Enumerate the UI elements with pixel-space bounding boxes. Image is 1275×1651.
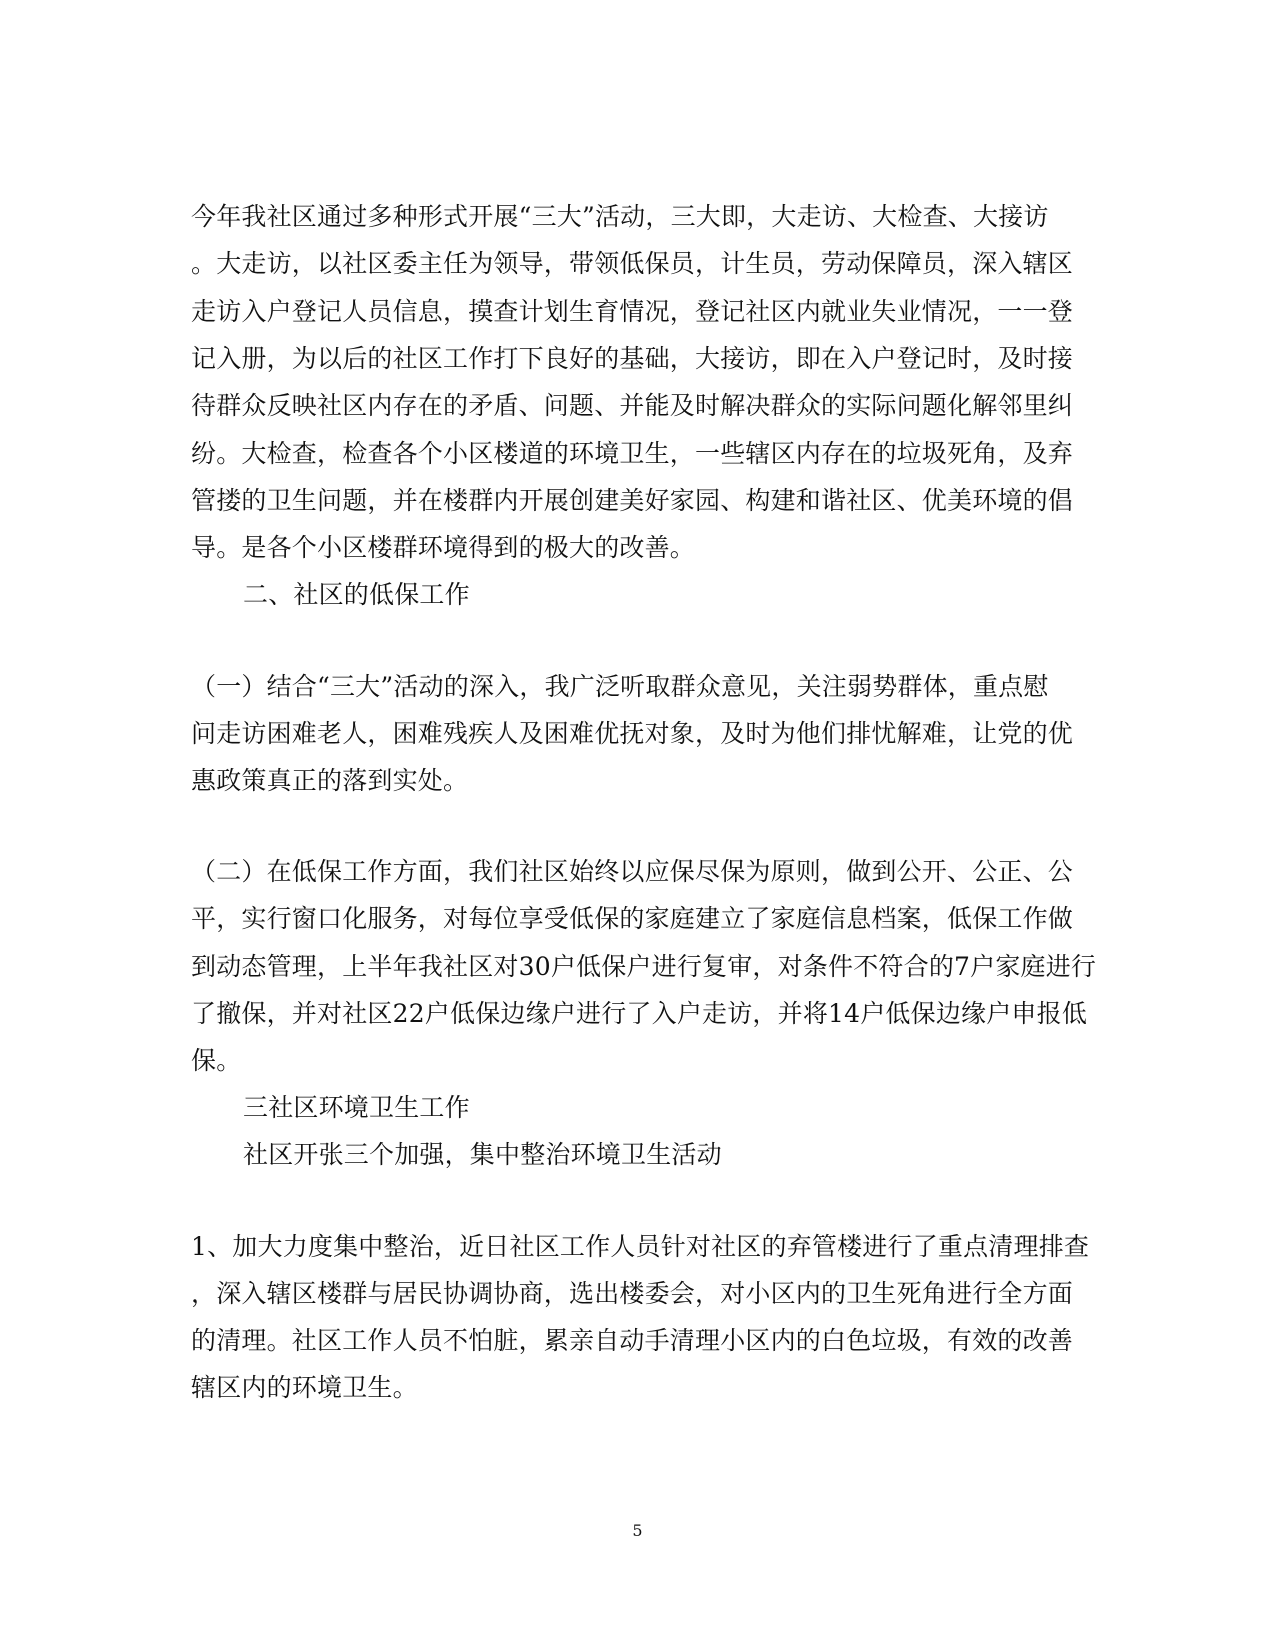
paragraph-line: 1、加大力度集中整治，近日社区工作人员针对社区的弃管楼进行了重点清理排查 bbox=[191, 1232, 1090, 1261]
paragraph-line: 纷。大检查，检查各个小区楼道的环境卫生，一些辖区内存在的垃圾死角，及弃 bbox=[191, 439, 1074, 468]
paragraph-line: 问走访困难老人，困难残疾人及困难优抚对象，及时为他们排忧解难，让党的优 bbox=[191, 719, 1074, 748]
section-heading-2: 二、社区的低保工作 bbox=[243, 580, 470, 609]
paragraph-line: 平，实行窗口化服务，对每位享受低保的家庭建立了家庭信息档案，低保工作做 bbox=[191, 904, 1074, 933]
paragraph-line: 到动态管理，上半年我社区对30户低保户进行复审，对条件不符合的7户家庭进行 bbox=[191, 952, 1097, 981]
paragraph-line: （一）结合“三大”活动的深入，我广泛听取群众意见，关注弱势群体，重点慰 bbox=[191, 672, 1049, 701]
paragraph-line: 辖区内的环境卫生。 bbox=[191, 1373, 418, 1402]
page-number: 5 bbox=[632, 1521, 643, 1540]
paragraph-line: 了撤保，并对社区22户低保边缘户进行了入户走访，并将14户低保边缘户申报低 bbox=[191, 999, 1088, 1028]
paragraph-line: 导。是各个小区楼群环境得到的极大的改善。 bbox=[191, 533, 696, 562]
paragraph-line: 的清理。社区工作人员不怕脏，累亲自动手清理小区内的白色垃圾，有效的改善 bbox=[191, 1326, 1074, 1355]
paragraph-line: 待群众反映社区内存在的矛盾、问题、并能及时解决群众的实际问题化解邻里纠 bbox=[191, 391, 1074, 420]
paragraph-line: 管搂的卫生问题，并在楼群内开展创建美好家园、构建和谐社区、优美环境的倡 bbox=[191, 486, 1074, 515]
section-heading-3: 三社区环境卫生工作 bbox=[243, 1093, 470, 1122]
paragraph-line: 今年我社区通过多种形式开展“三大”活动，三大即，大走访、大检查、大接访 bbox=[191, 202, 1049, 231]
paragraph-line: 保。 bbox=[191, 1046, 242, 1075]
paragraph-line: （二）在低保工作方面，我们社区始终以应保尽保为原则，做到公开、公正、公 bbox=[191, 857, 1074, 886]
paragraph-line: 记入册，为以后的社区工作打下良好的基础，大接访，即在入户登记时，及时接 bbox=[191, 344, 1074, 373]
section-subheading-3: 社区开张三个加强，集中整治环境卫生活动 bbox=[243, 1140, 722, 1169]
paragraph-line: 惠政策真正的落到实处。 bbox=[191, 766, 469, 795]
paragraph-line: 走访入户登记人员信息，摸查计划生育情况，登记社区内就业失业情况，一一登 bbox=[191, 297, 1074, 326]
paragraph-line: ，深入辖区楼群与居民协调协商，选出楼委会，对小区内的卫生死角进行全方面 bbox=[191, 1279, 1074, 1308]
paragraph-line: 。大走访，以社区委主任为领导，带领低保员，计生员，劳动保障员，深入辖区 bbox=[191, 249, 1074, 278]
